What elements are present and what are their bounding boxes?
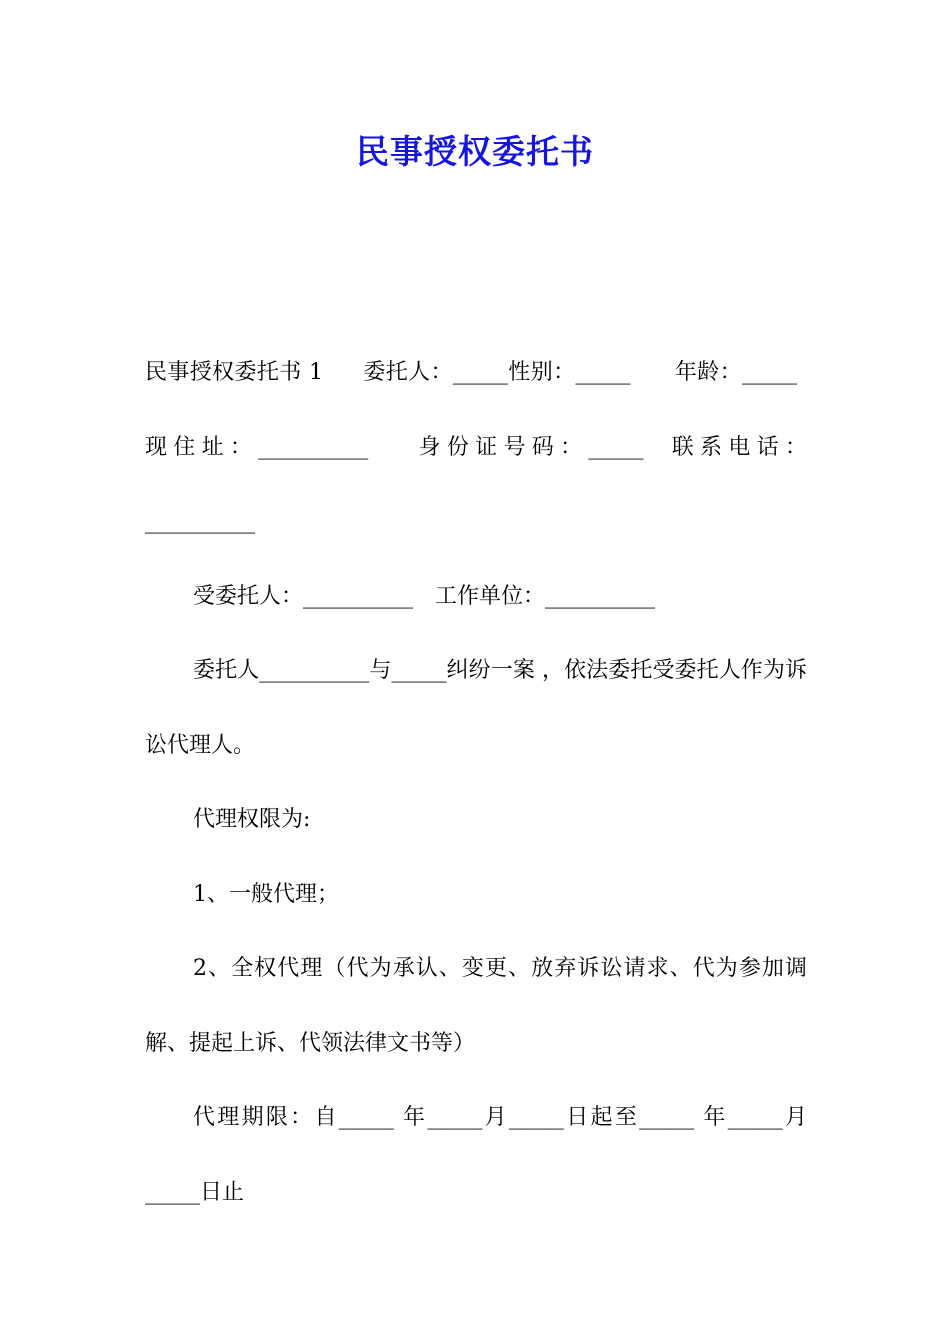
agent-info-paragraph xyxy=(145,560,807,635)
employer-field: 工作单位：__________ xyxy=(435,583,656,609)
scope-item-general: 1、一般代理； xyxy=(193,881,339,907)
document-heading-inline: 民事授权委托书 1 xyxy=(145,360,324,385)
phone-field: 联系电话：__________ xyxy=(145,434,807,534)
case-statement-paragraph: 委托人__________与_____纠纷一案 ，依法委托受委托人作为诉讼代理人。 xyxy=(145,658,807,758)
age-field: 年龄：_____ xyxy=(674,360,797,385)
document-body xyxy=(145,336,807,1230)
agent-field: 受委托人：__________ xyxy=(193,583,414,609)
id-number-field: 身份证号码：_____ xyxy=(412,434,644,460)
scope-item-full: 2、全权代理（代为承认、变更、放弃诉讼请求、代为参加调解、提起上诉、代领法律文书等） xyxy=(145,956,807,1056)
address-field: 现住址：__________ xyxy=(145,434,369,460)
principal-field: 委托人：_____性别：_____ xyxy=(363,360,631,385)
document-title: 民事授权委托书 xyxy=(356,132,594,171)
term-paragraph: 代理期限：自_____ 年_____月_____日起至_____ 年_____月_____日止 xyxy=(145,1105,807,1205)
scope-heading: 代理权限为: xyxy=(193,807,311,832)
principal-info-paragraph xyxy=(145,336,807,560)
